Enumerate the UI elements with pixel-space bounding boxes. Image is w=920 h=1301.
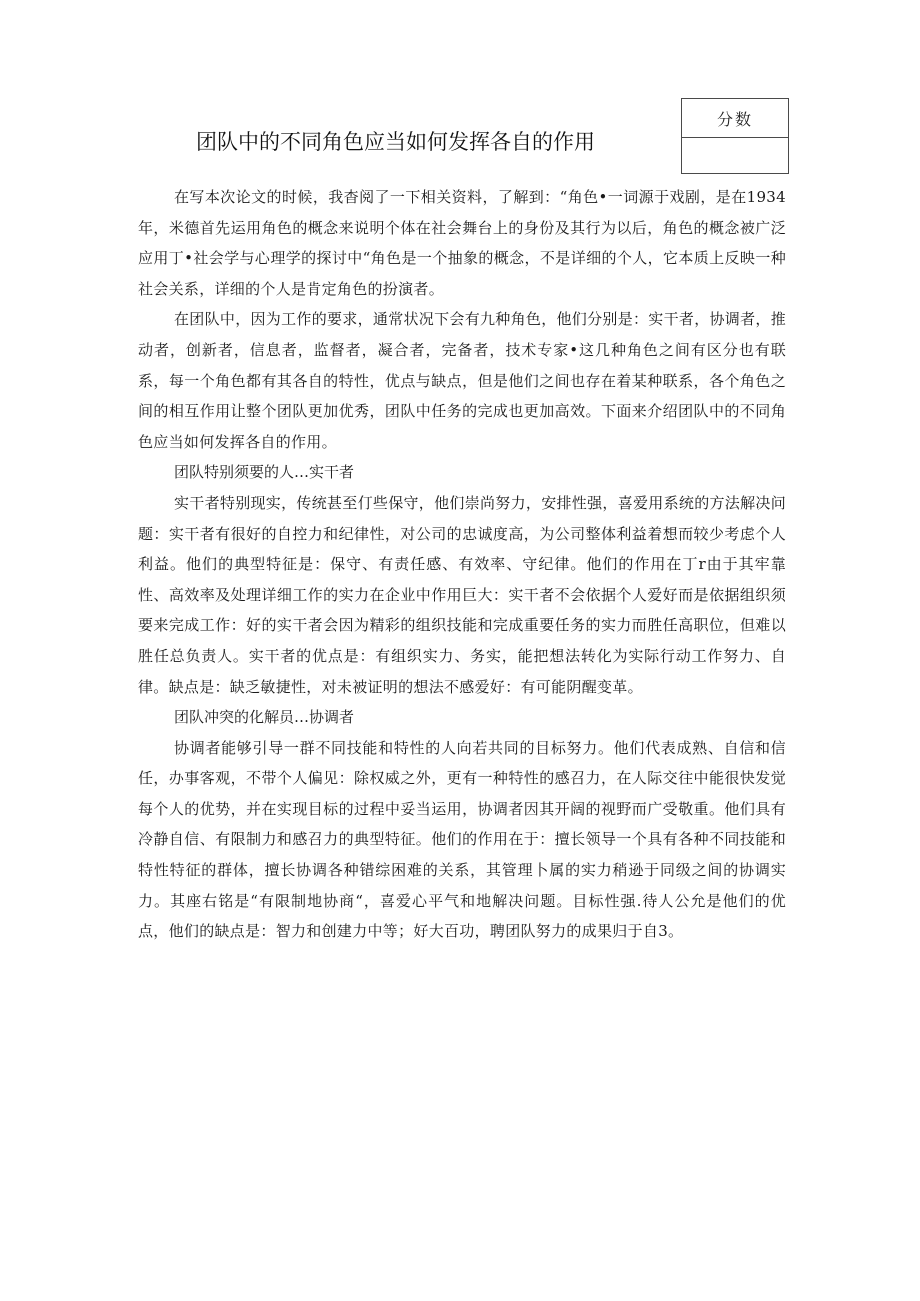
paragraph-coordinator: 协调者能够引导一群不同技能和特性的人向若共同的目标努力。他们代表成熟、自信和信任，办事客观，不带个人偏见：除权威之外，更有一种特性的感召力，在人际交往中能很快发觉每个人的优势，并在实现目标的过程中妥当运用，协调者因其开阔的视野而广受敬重。他们具有冷静自信、有限制力和感召力的典型特征。他们的作用在于：擅长领导一个具有各种不同技能和特性特征的群体，擅长协调各种错综困难的关系，其管理卜属的实力稍逊于同级之间的协调实力。其座右铭是“有限制地协商“，喜爱心平气和地解决问题。目标性强.待人公允是他们的优点，他们的缺点是：智力和创建力中等；好大百功，聘团队努力的成果归于自3。	[138, 738, 786, 941]
document-body	[138, 182, 786, 947]
section-heading-implementer: 团队特别须要的人…实干者	[174, 463, 355, 482]
section-heading-coordinator: 团队冲突的化解员…协调者	[174, 708, 355, 727]
paragraph-intro: 在写本次论文的时候，我杳阅了一下相关资料，了解到：“角色•一词源于戏剧，是在1934年，米德首先运用角色的概念来说明个体在社会舞台上的身份及其行为以后，角色的概念被广泛应用丁•社会学与心理学的探讨中“角色是一个抽象的概念，不是详细的个人，它本质上反映一种社会关系，详细的个人是肯定角色的扮演者。	[138, 188, 786, 298]
score-label: 分数	[682, 99, 788, 138]
paragraph-implementer: 实干者特别现实，传统甚至仃些保守，他们崇尚努力，安排性强，喜爱用系统的方法解决问题：实干者有很好的自控力和纪律性，对公司的忠诚度高，为公司整体利益着想而较少考虑个人利益。他们的典型特征是：保守、有责任感、有效率、守纪律。他们的作用在丁r由于其牢靠性、高效率及处理详细工作的实力在企业中作用巨大：实干者不会依据个人爱好而是依据组织须要来完成工作：好的实干者会因为精彩的组织技能和完成重要任务的实力而胜任高职位，但难以胜任总负责人。实干者的优点是：有组织实力、务实，能把想法转化为实际行动工作努力、自律。缺点是：缺乏敏捷性，对未被证明的想法不感爱好：有可能阴醒变革。	[138, 493, 787, 696]
score-value-cell	[682, 138, 788, 174]
paragraph-team-roles: 在团队中，因为工作的要求，通常状况下会有九种角色，他们分别是：实干者，协调者，推动者，创新者，信息者，监督者，凝合者，完备者，技术专家•这几种角色之间有区分也有联系，每一个角色都有其各自的特性，优点与缺点，但是他们之间也存在着某种联系，各个角色之间的相互作用让整个团队更加优秀，团队中任务的完成也更加高效。下面来介绍团队中的不同角色应当如何发挥各自的作用。	[138, 310, 787, 451]
document-title: 团队中的不同角色应当如何发挥各自的作用	[196, 130, 595, 154]
score-box	[681, 98, 789, 174]
